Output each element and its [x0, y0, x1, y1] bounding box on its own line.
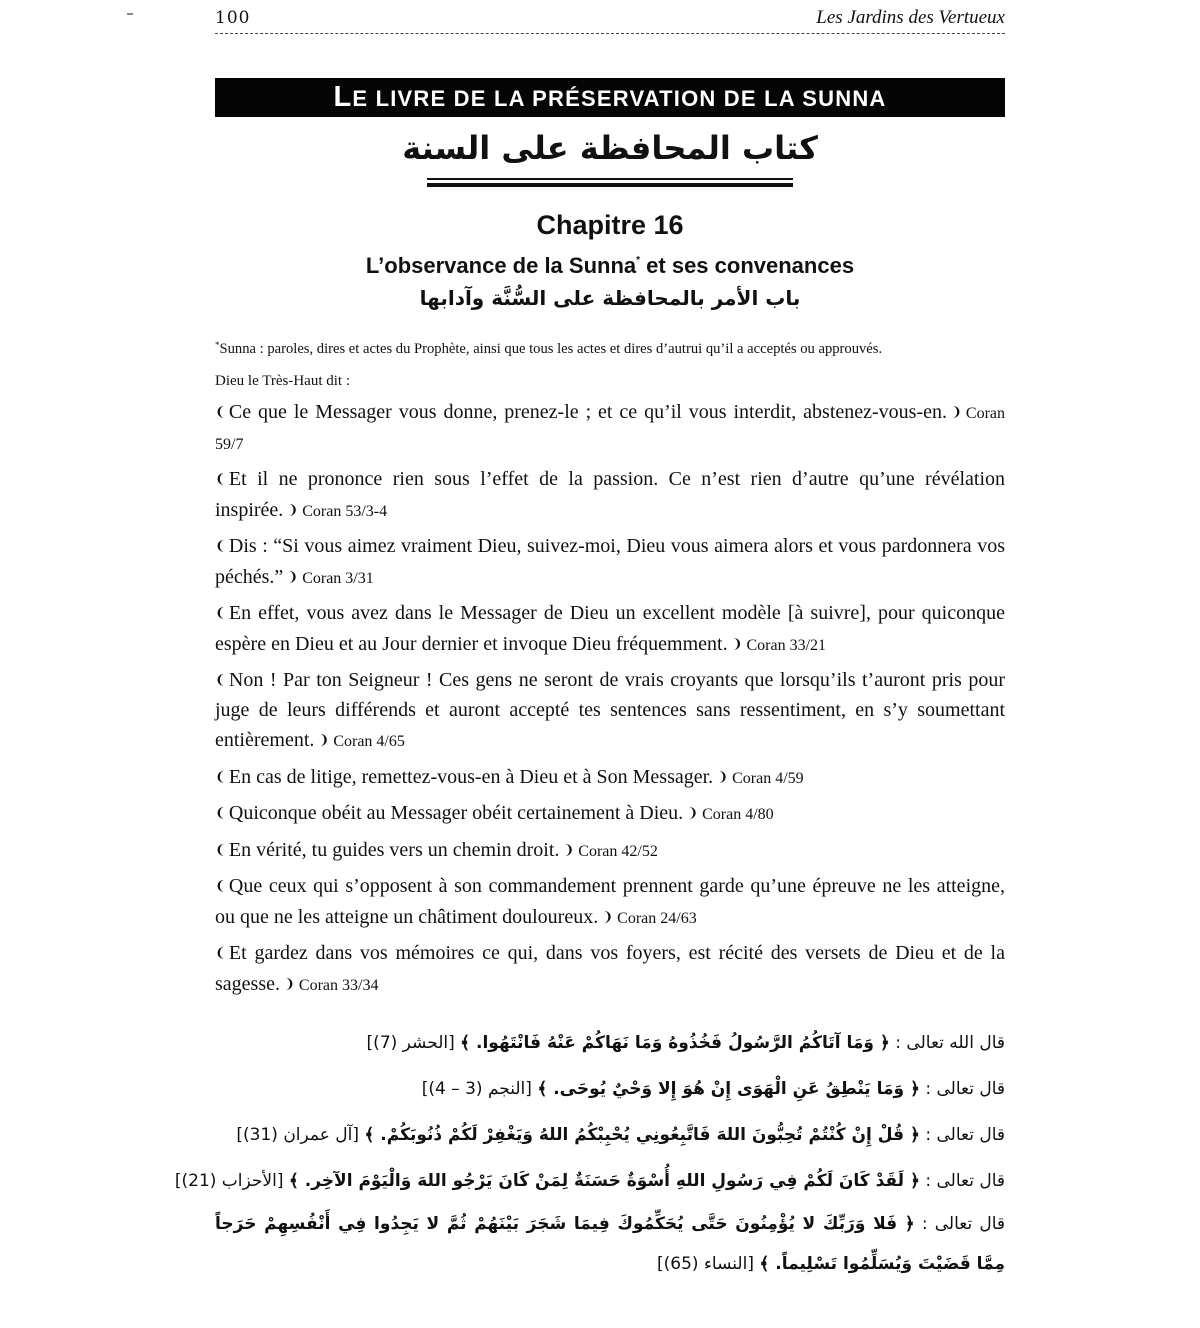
verse-reference: Coran 4/80: [702, 806, 774, 823]
chapter-title-rest: et ses convenances: [640, 253, 855, 278]
arabic-verse: [215, 1066, 1005, 1112]
verse-text: Quiconque obéit au Messager obéit certainement à Dieu.: [228, 802, 684, 824]
arabic-verse-intro: قال تعالى :: [919, 1079, 1005, 1099]
verse-reference: Coran 3/31: [302, 569, 374, 587]
arabic-verse-reference: [الحشر (7)]: [366, 1033, 461, 1053]
ornament-open-icon: ❨: [215, 805, 226, 820]
verse-reference: Coran 33/34: [298, 976, 379, 994]
chapter-title-main: L’observance de la Sunna: [365, 253, 637, 278]
verse-reference: Coran 33/21: [746, 636, 827, 654]
arabic-verse-intro: قال الله تعالى :: [889, 1033, 1005, 1053]
verse-reference: Coran 4/65: [333, 733, 405, 750]
ornament-open-icon: ❨: [215, 538, 226, 553]
page-number: 100: [215, 8, 251, 28]
arabic-verse-reference: [النساء (65)]: [657, 1254, 760, 1274]
ornament-open-icon: ❨: [215, 768, 226, 784]
arabic-verse-reference: [آل عمران (31)]: [236, 1125, 365, 1145]
verse-reference: Coran 53/3-4: [302, 502, 388, 520]
verse-text: En effet, vous avez dans le Messager de Dieu un excellent modèle [à suivre], pour quiconque espère en Dieu et au Jour dernier et invoque Dieu fréquemment.: [215, 602, 1005, 655]
footnote-marker: *: [215, 340, 220, 350]
verse-text: Non ! Par ton Seigneur ! Ces gens ne seront de vrais croyants que lorsqu’ils t’auront pris pour juge de leurs différends et auront accepté tes sentences sans ressentiment, en s’y soumettant entièrement.: [215, 669, 1005, 751]
banner-initial: L: [333, 81, 353, 113]
header-rule: [215, 33, 1005, 34]
verse-reference: Coran 59/7: [215, 405, 1005, 453]
ornament-close-icon: ❩: [731, 635, 743, 651]
verse: [215, 598, 1005, 660]
arabic-verse: [174, 1158, 1005, 1204]
ornament-close-icon: ❩: [602, 908, 614, 924]
book-title: Les Jardins des Vertueux: [816, 7, 1005, 28]
ornament-open-icon: ❨: [215, 471, 226, 486]
verse-reference: Coran 4/59: [732, 769, 804, 787]
ornament-open-icon: ❨: [215, 841, 226, 857]
running-header: [215, 4, 1005, 32]
arabic-verse-text: ﴿ وَمَا يَنْطِقُ عَنِ الْهَوَى إِنْ هُوَ إِلا وَحْيٌ يُوحَى. ﴾: [537, 1079, 920, 1099]
scan-speck: [127, 13, 133, 15]
footnote-text: Sunna : paroles, dires et actes du Prophète, ainsi que tous les actes et dires d’autrui qu’il a acceptés ou approuvés.: [219, 341, 883, 357]
arabic-verse-reference: [الأحزاب (21)]: [174, 1171, 289, 1191]
verse: [215, 397, 1005, 459]
arabic-verses: [174, 1020, 1006, 1284]
arabic-verse: [215, 1204, 1005, 1284]
verse-text: En cas de litige, remettez-vous-en à Dieu et à Son Messager.: [228, 765, 714, 788]
verse: [215, 531, 1005, 593]
ornament-open-icon: ❨: [215, 945, 226, 960]
verse-reference: Coran 24/63: [617, 909, 697, 927]
ornament-open-icon: ❨: [215, 605, 226, 620]
ornament-close-icon: ❩: [950, 404, 962, 419]
ornament-close-icon: ❩: [687, 805, 699, 820]
french-verses: [215, 397, 1005, 1005]
ornament-close-icon: ❩: [283, 975, 295, 991]
book-page: [174, 0, 1006, 1328]
chapter-number: Chapitre 16: [536, 210, 684, 240]
arabic-verse-intro: قال تعالى :: [919, 1171, 1005, 1191]
arabic-book-title: كتاب المحافظة على السنة: [402, 129, 818, 167]
ornament-close-icon: ❩: [563, 841, 575, 857]
verse-text: Dis : “Si vous aimez vraiment Dieu, suivez-moi, Dieu vous aimera alors et vous pardonnera vos péchés.”: [215, 535, 1005, 588]
verse: [215, 798, 1005, 830]
ornament-close-icon: ❩: [318, 732, 330, 747]
footnote-marker: *: [636, 255, 641, 266]
verse: [215, 762, 1005, 794]
arabic-verse-intro: قال تعالى :: [914, 1214, 1006, 1234]
ornament-close-icon: ❩: [717, 768, 729, 784]
arabic-verse-text: ﴿ لَقَدْ كَانَ لَكُمْ فِي رَسُولِ اللهِ أُسْوَةٌ حَسَنَةٌ لِمَنْ كَانَ يَرْجُو اللهَ وَالْيَوْمَ الآخِر. ﴾: [288, 1171, 920, 1191]
intro-text: Dieu le Très-Haut dit :: [215, 373, 350, 389]
book-section-banner: [215, 78, 1005, 117]
arabic-verse-text: ﴿ فَلا وَرَبِّكَ لا يُؤْمِنُونَ حَتَّى يُحَكِّمُوكَ فِيمَا شَجَرَ بَيْنَهُمْ ثُمَّ لا يَجِدُوا فِي أَنْفُسِهِمْ حَرَجاً مِمَّا قَضَيْتَ وَيُسَلِّمُوا تَسْلِيماً. ﴾: [215, 1214, 1005, 1274]
ornament-close-icon: ❩: [287, 568, 299, 584]
verse-text: En vérité, tu guides vers un chemin droit.: [228, 838, 560, 861]
verse-text: Que ceux qui s’opposent à son commandement prennent garde qu’une épreuve ne les atteigne, ou que ne les atteigne un châtiment douloureux.: [215, 875, 1005, 928]
verse: [215, 665, 1005, 757]
arabic-verse-text: ﴿ قُلْ إِنْ كُنْتُمْ تُحِبُّونَ اللهَ فَاتَّبِعُونِي يُحْبِبْكُمُ اللهُ وَيَغْفِرْ لَكُمْ ذُنُوبَكُمْ. ﴾: [364, 1125, 920, 1145]
title-double-rule: [427, 178, 793, 187]
verse: [215, 835, 1005, 867]
verse-text: Et gardez dans vos mémoires ce qui, dans vos foyers, est récité des versets de Dieu et de la sagesse.: [215, 942, 1005, 995]
arabic-verse: [215, 1020, 1005, 1066]
arabic-verse: [215, 1112, 1005, 1158]
arabic-verse-reference: [النجم (3 – 4)]: [421, 1079, 538, 1099]
footnote: [215, 340, 1015, 358]
banner-text: E LIVRE DE LA PRÉSERVATION DE LA SUNNA: [352, 86, 887, 111]
verse-text: Et il ne prononce rien sous l’effet de la passion. Ce n’est rien d’autre qu’une révélation inspirée.: [215, 468, 1005, 521]
chapter-arabic-title: باب الأمر بالمحافظة على السُّنَّة وآدابها: [419, 286, 801, 310]
ornament-open-icon: ❨: [215, 672, 226, 687]
ornament-close-icon: ❩: [287, 501, 299, 517]
arabic-verse-text: ﴿ وَمَا آتَاكُمُ الرَّسُولُ فَخُذُوهُ وَمَا نَهَاكُمْ عَنْهُ فَانْتَهُوا. ﴾: [460, 1033, 890, 1053]
verse-reference: Coran 42/52: [578, 842, 658, 860]
verse: [215, 871, 1005, 933]
arabic-verse-intro: قال تعالى :: [919, 1125, 1005, 1145]
chapter-title: [215, 253, 1005, 279]
ornament-open-icon: ❨: [215, 404, 226, 419]
ornament-open-icon: ❨: [215, 878, 226, 893]
verse: [215, 464, 1005, 526]
verse-text: Ce que le Messager vous donne, prenez-le ; et ce qu’il vous interdit, abstenez-vous-en.: [228, 401, 947, 423]
verse: [215, 938, 1005, 1000]
